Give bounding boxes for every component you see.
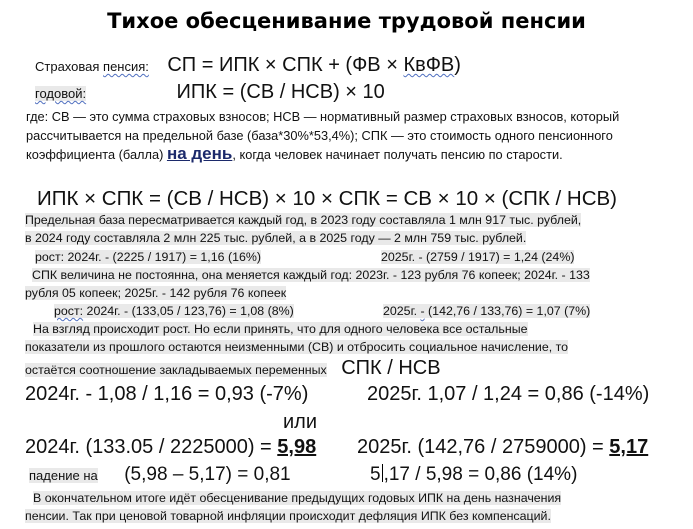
ratio-spk-nsv: СПК / НСВ — [341, 357, 441, 379]
combined-formula: ИПК × СПК = (СВ / НСВ) × 10 × СПК = СВ × 10 × (СПК / НСВ) — [37, 187, 617, 210]
observation-line-1: На взгляд происходит рост. Но если принять, что для одного человека все остальные — [33, 322, 528, 336]
emphasis-on-day: на день — [166, 144, 233, 163]
ipk-formula: ИПК = (СВ / НСВ) × 10 — [176, 81, 385, 103]
spk-growth-2024: рост: 2024г. - (133,05 / 123,76) = 1,08 (8%) — [54, 304, 294, 318]
conclusion-line-1: В окончательном итоге идёт обесценивание предыдущих годовых ИПК на день назначения — [33, 491, 562, 505]
decline-line — [29, 464, 291, 486]
or-word: или — [283, 411, 318, 433]
base-text-line-2: в 2024 году составляла 2 млн 225 тыс. рублей, а в 2025 году — 2 млн 759 тыс. рублей. — [25, 231, 527, 245]
calc-2024-ratio: 2024г. - 1,08 / 1,16 = 0,93 (-7%) — [25, 383, 309, 405]
text-cursor — [382, 464, 383, 482]
spk-text-line-2: рубля 05 копеек; 2025г. - 142 рубля 76 копеек — [25, 286, 287, 300]
pension-formula: СП = ИПК × СПК + (ФВ × КвФВ) — [167, 54, 461, 76]
ipk-formula-line — [35, 81, 385, 104]
calc-2025-absolute: 2025г. (142,76 / 2759000) = 5,17 — [357, 436, 649, 458]
calc-2024-absolute: 2024г. (133.05 / 2225000) = 5,98 — [25, 436, 317, 458]
result-2024: 5,98 — [277, 436, 317, 458]
page-title: Тихое обесценивание трудовой пенсии — [107, 9, 586, 33]
result-2025: 5,17 — [609, 436, 649, 458]
calc-2025-ratio: 2025г. 1,07 / 1,24 = 0,86 (-14%) — [367, 383, 650, 405]
observation-line-3: остаётся соотношение закладываемых переменных СПК / НСВ — [25, 357, 441, 379]
pension-formula-label: Страховая пенсия: — [35, 59, 149, 74]
decline-ratio: 5 ,17 / 5,98 = 0,86 (14%) — [370, 464, 578, 485]
formula-explanation: где: СВ — это сумма страховых взносов; НСВ — нормативный размер страховых взносов, который рассчитывается на предельной базе (база*30%*53,4%); СПК — это стоимость одного пенсионного коэффициента (балла) на день, когда человек начинает получать пенсию по старости. — [26, 109, 620, 163]
conclusion-line-2: пенсии. Так при ценовой товарной инфляции происходит дефляция ИПК без компенсаций. — [25, 509, 551, 523]
base-text-line-1: Предельная база пересматривается каждый год, в 2023 году составляла 1 млн 917 тыс. рублей, — [25, 213, 582, 227]
decline-label: падение на — [29, 468, 98, 483]
spk-text-line-1: СПК величина не постоянна, она меняется каждый год: 2023г. - 123 рубля 76 копеек; 2024г. - 133 — [32, 268, 590, 282]
decline-difference: (5,98 – 5,17) = 0,81 — [124, 464, 291, 485]
ipk-formula-label: годовой: — [35, 86, 87, 101]
base-growth-2024: рост: 2024г. - (2225 / 1917) = 1,16 (16%) — [35, 250, 262, 264]
base-growth-2025: 2025г. - (2759 / 1917) = 1,24 (24%) — [381, 250, 575, 264]
spk-growth-2025: 2025г. - (142,76 / 133,76) = 1,07 (7%) — [383, 304, 591, 318]
observation-line-2: показатели из прошлого остаются неизменными (СВ) и отбросить социальное начисление, то — [25, 340, 569, 354]
pension-formula-line — [35, 54, 461, 77]
